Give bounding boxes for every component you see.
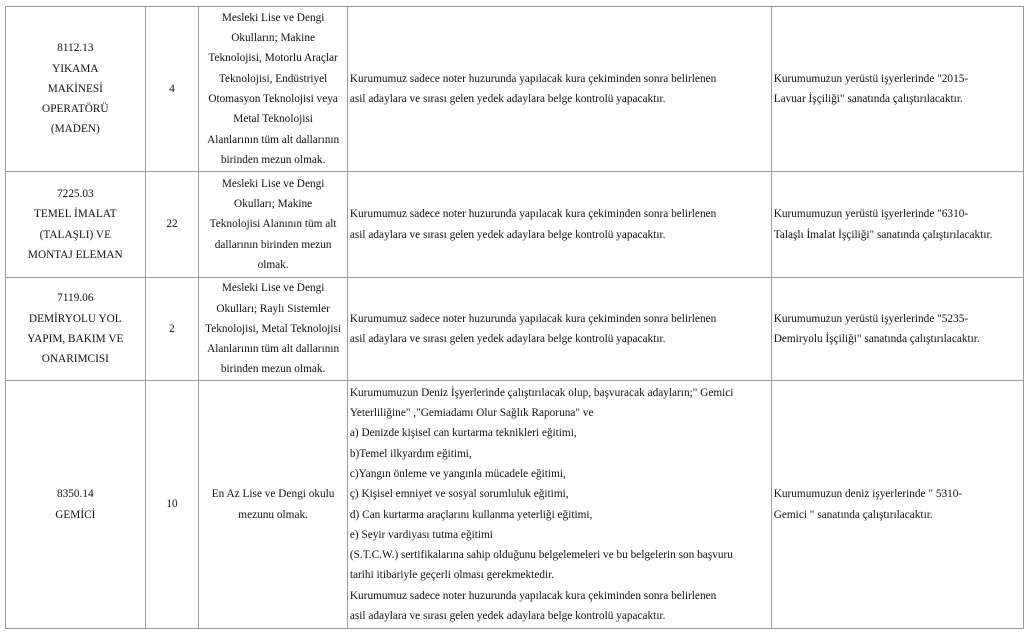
- notes-cell: [347, 7, 771, 172]
- education-line: Otomasyon Teknolojisi veya: [208, 93, 338, 105]
- occupation-title-line: DEMİRYOLU YOL: [28, 312, 122, 325]
- occupation-code: 8112.13: [57, 42, 94, 55]
- notes-line: Kurumumuz sadece noter huzurunda yapılacak kura çekiminden sonra belirlenen: [349, 208, 717, 221]
- occupation-code: 7225.03: [56, 187, 94, 200]
- education-line: Okulları; Makine: [234, 198, 313, 211]
- occupation-code: 8350.14: [56, 488, 94, 501]
- occupation-title-line: MAKİNESİ: [47, 82, 103, 95]
- occupation-cell: [6, 7, 146, 172]
- notes-cell: [347, 381, 771, 629]
- education-cell: [199, 7, 348, 172]
- notes-line: asil adaylara ve sırası gelen yedek adaylara belge kontrolü yapacaktır.: [349, 93, 666, 105]
- notes-line: Kurumumuzun Deniz İşyerlerinde çalıştırılacak olup, başvuracak adayların;" Gemici: [349, 386, 734, 399]
- education-line: Okulların; Makine: [231, 32, 315, 45]
- table-row: [6, 172, 1024, 278]
- notes-line: asil adaylara ve sırası gelen yedek adaylara belge kontrolü yapacaktır.: [349, 333, 666, 345]
- workplace-line: Talaşlı İmalat İşçiliği" sanatında çalıştırılacaktır.: [773, 228, 993, 241]
- education-line: En Az Lise ve Dengi okulu: [211, 488, 335, 501]
- table-row: [6, 278, 1024, 381]
- notes-line: a) Denizde kişisel can kurtarma teknikleri eğitimi,: [349, 427, 577, 440]
- education-cell: [199, 381, 348, 629]
- education-cell: [199, 172, 348, 278]
- occupation-title-line: YIKAMA: [52, 62, 99, 75]
- education-line: birinden mezun olmak.: [220, 363, 326, 376]
- workplace-cell: [771, 381, 1023, 629]
- occupation-title-line: ONARIMCISI: [41, 353, 109, 366]
- notes-line: d) Can kurtarma araçlarını kullanma yeterliği eğitimi,: [349, 508, 593, 521]
- occupation-code: 7119.06: [57, 292, 94, 305]
- workplace-line: Lavuar İşçiliği" sanatında çalıştırılacaktır.: [773, 93, 963, 105]
- notes-line: e) Seyir vardiyası tutma eğitimi: [349, 528, 493, 541]
- workplace-line: Kurumumuzun deniz işyerlerinde " 5310-: [773, 488, 963, 501]
- notes-line: asil adaylara ve sırası gelen yedek adaylara belge kontrolü yapacaktır.: [349, 609, 666, 622]
- count-cell: 10: [145, 381, 199, 629]
- workplace-line: Demiryolu İşçiliği" sanatında çalıştırılacaktır.: [773, 333, 980, 345]
- positions-table: [5, 6, 1024, 629]
- education-line: Teknolojisi, Motorlu Araçlar: [208, 52, 338, 65]
- notes-line: asil adaylara ve sırası gelen yedek adaylara belge kontrolü yapacaktır.: [349, 228, 666, 241]
- occupation-title-line: OPERATÖRÜ: [42, 103, 109, 116]
- occupation-title-line: YAPIM, BAKIM VE: [27, 333, 124, 345]
- education-line: Teknolojisi, Metal Teknolojisi: [205, 322, 342, 335]
- education-line: Mesleki Lise ve Dengi: [221, 282, 325, 295]
- education-line: Mesleki Lise ve Dengi: [221, 11, 325, 24]
- education-line: olmak.: [257, 258, 289, 271]
- notes-line: Kurumumuz sadece noter huzurunda yapılacak kura çekiminden sonra belirlenen: [349, 312, 717, 325]
- education-line: birinden mezun olmak.: [220, 153, 326, 166]
- occupation-title-line: GEMİCİ: [55, 508, 96, 521]
- occupation-title-line: (TALAŞLI) VE: [39, 228, 111, 241]
- workplace-line: Kurumumuzun yerüstü işyerlerinde "2015-: [773, 72, 969, 85]
- education-line: mezunu olmak.: [238, 508, 308, 521]
- education-line: Metal Teknolojisi: [233, 113, 313, 126]
- occupation-cell: [6, 172, 146, 278]
- education-line: dallarının birinden mezun: [214, 238, 332, 251]
- education-line: Alanlarının tüm alt dallarının: [207, 343, 340, 356]
- occupation-title-line: (MADEN): [50, 123, 100, 136]
- table-row: [6, 381, 1024, 629]
- notes-line: ç) Kişisel emniyet ve sosyal sorumluluk eğitimi,: [349, 488, 569, 501]
- count-cell: 2: [145, 278, 199, 381]
- workplace-cell: [771, 278, 1023, 381]
- workplace-cell: [771, 172, 1023, 278]
- workplace-line: Kurumumuzun yerüstü işyerlerinde "6310-: [773, 208, 969, 221]
- occupation-title-line: TEMEL İMALAT: [33, 208, 117, 221]
- notes-line: Kurumumuz sadece noter huzurunda yapılacak kura çekiminden sonra belirlenen: [349, 72, 717, 85]
- count-cell: 22: [145, 172, 199, 278]
- notes-line: Kurumumuz sadece noter huzurunda yapılacak kura çekiminden sonra belirlenen: [349, 589, 717, 602]
- notes-line: tarihi itibariyle geçerli olması gerekmektedir.: [349, 569, 555, 582]
- notes-line: Yeterliliğine" ,"Gemiadamı Olur Sağlık Raporuna" ve: [349, 407, 594, 420]
- occupation-title-line: MONTAJ ELEMAN: [27, 248, 123, 261]
- table-row: [6, 7, 1024, 172]
- education-line: Alanlarının tüm alt dallarının: [207, 133, 340, 146]
- notes-cell: [347, 172, 771, 278]
- workplace-cell: [771, 7, 1023, 172]
- notes-line: (S.T.C.W.) sertifikalarına sahip olduğunu belgelemeleri ve bu belgelerin son başvuru: [349, 549, 733, 562]
- occupation-cell: [6, 278, 146, 381]
- workplace-line: Kurumumuzun yerüstü işyerlerinde "5235-: [773, 312, 969, 325]
- education-line: Teknolojisi Alanının tüm alt: [209, 218, 337, 231]
- education-line: Mesleki Lise ve Dengi: [221, 177, 325, 190]
- education-line: Okulları; Raylı Sistemler: [216, 302, 330, 315]
- workplace-line: Gemici " sanatında çalıştırılacaktır.: [773, 508, 933, 521]
- count-cell: 4: [145, 7, 199, 172]
- education-cell: [199, 278, 348, 381]
- notes-line: c)Yangın önleme ve yangınla mücadele eğitimi,: [349, 467, 566, 480]
- education-line: Teknolojisi, Endüstriyel: [218, 72, 328, 85]
- occupation-cell: [6, 381, 146, 629]
- notes-cell: [347, 278, 771, 381]
- notes-line: b)Temel ilkyardım eğitimi,: [349, 447, 472, 460]
